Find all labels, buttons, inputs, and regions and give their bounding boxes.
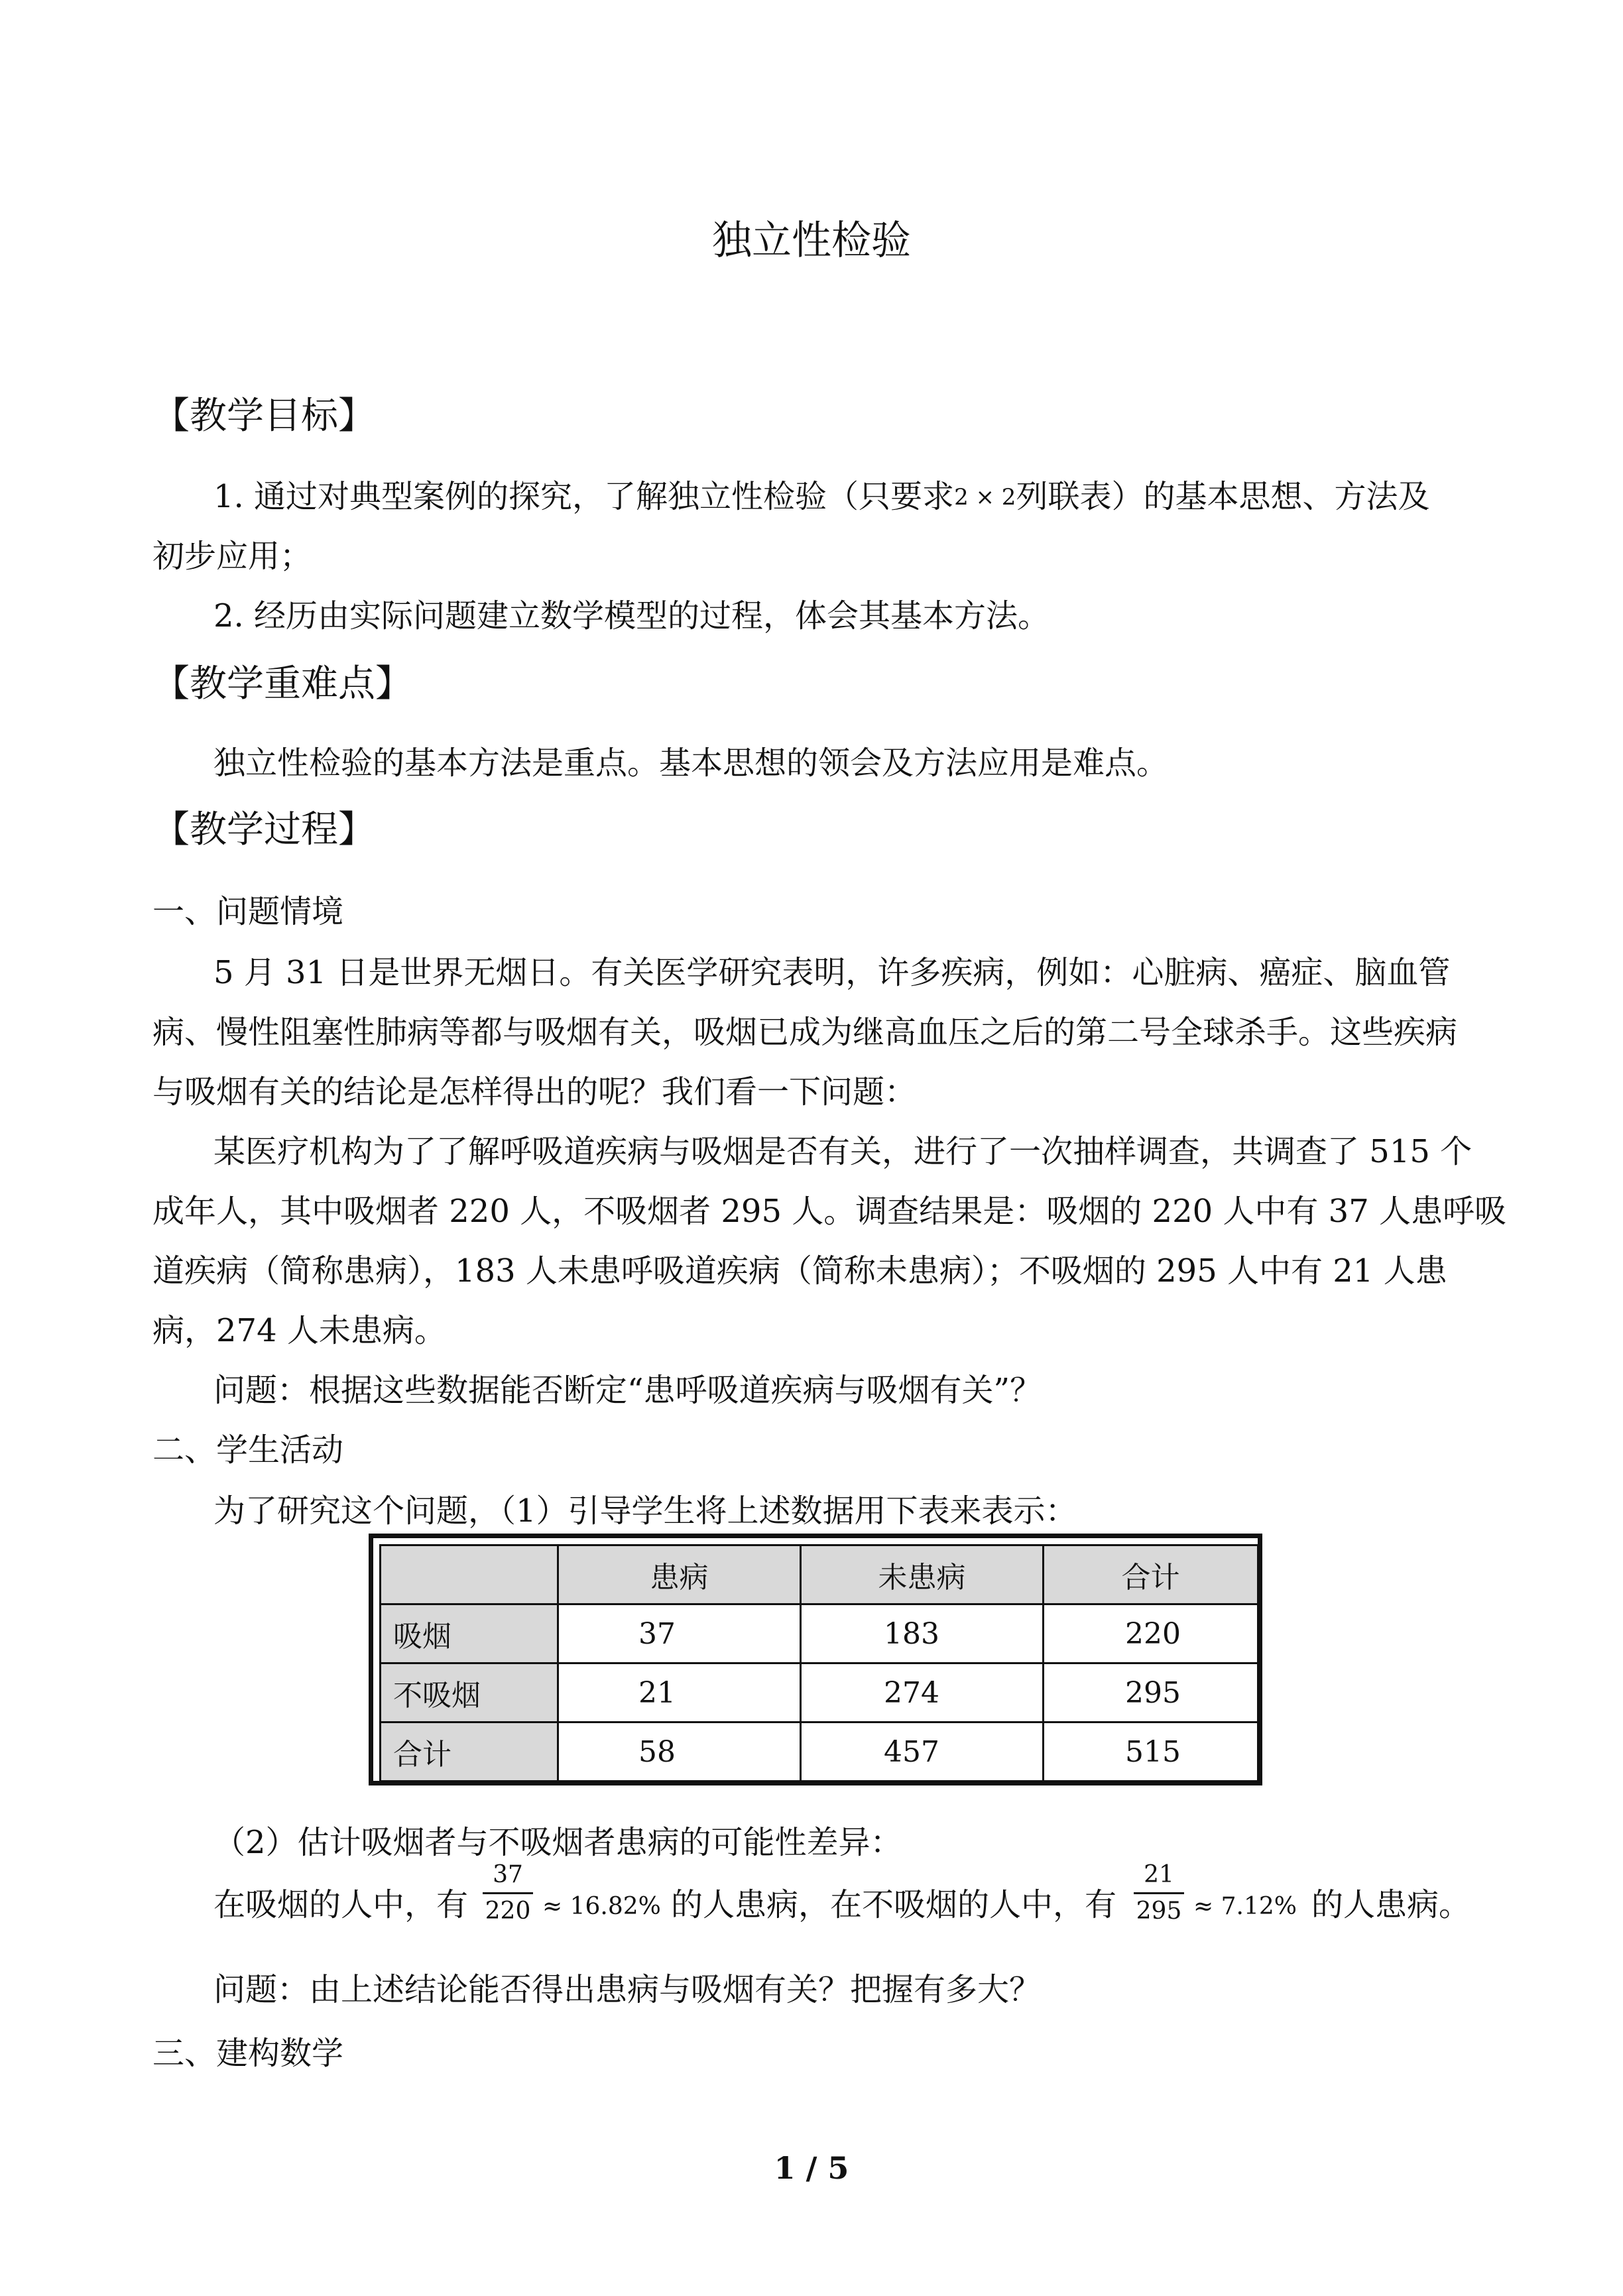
part2-step2: （2）估计吸烟者与不吸烟者患病的可能性差异： xyxy=(213,1824,902,1861)
fraction-numerator: 37 xyxy=(493,1861,523,1888)
section-heading-key-points: 【教学重难点】 xyxy=(152,662,412,705)
table-cell: 274 xyxy=(801,1663,1044,1722)
part2-heading: 二、学生活动 xyxy=(152,1431,344,1469)
table-cell: 457 xyxy=(801,1722,1044,1782)
fraction-bar xyxy=(1134,1892,1184,1894)
table-cell: 295 xyxy=(1044,1663,1258,1722)
table-cell: 183 xyxy=(801,1604,1044,1663)
page-number: 1 / 5 xyxy=(774,2150,849,2186)
table-row-label: 合计 xyxy=(381,1722,558,1782)
table-cell: 220 xyxy=(1044,1604,1258,1663)
objective-item-1-cont: 初步应用； xyxy=(152,538,312,575)
part3-heading: 三、建构数学 xyxy=(152,2035,344,2072)
table-row-label: 吸烟 xyxy=(381,1604,558,1663)
contingency-table xyxy=(369,1534,1262,1785)
objective-item-2: 2. 经历由实际问题建立数学模型的过程，体会其基本方法。 xyxy=(213,597,1050,634)
table-cell: 21 xyxy=(558,1663,801,1722)
table-cell: 37 xyxy=(558,1604,801,1663)
part2-question: 问题：由上述结论能否得出患病与吸烟有关？把握有多大？ xyxy=(213,1971,1042,2008)
table-cell: 515 xyxy=(1044,1722,1258,1782)
part1-para1-line1: 5 月 31 日是世界无烟日。有关医学研究表明，许多疾病，例如：心脏病、癌症、脑血管 xyxy=(213,954,1451,991)
part1-para1-line2: 病、慢性阻塞性肺病等都与吸烟有关，吸烟已成为继高血压之后的第二号全球杀手。这些疾病 xyxy=(152,1014,1458,1051)
part1-para2-line1: 某医疗机构为了了解呼吸道疾病与吸烟是否有关，进行了一次抽样调查，共调查了 515 个 xyxy=(213,1133,1473,1170)
fraction-smokers xyxy=(483,1860,533,1926)
calc-approx-1: ≈ 16.82% xyxy=(542,1893,661,1920)
fraction-nonsmokers xyxy=(1134,1860,1184,1926)
section-heading-process: 【教学过程】 xyxy=(152,808,375,851)
calc-approx-2: ≈ 7.12% xyxy=(1193,1893,1297,1920)
part1-question: 问题：根据这些数据能否断定“患呼吸道疾病与吸烟有关”？ xyxy=(213,1372,1042,1409)
objective-item-1-text-a: 1. 通过对典型案例的探究，了解独立性检验（只要求 xyxy=(213,478,955,515)
part1-heading: 一、问题情境 xyxy=(152,893,344,930)
table-row xyxy=(381,1663,1258,1722)
part1-para2-line2: 成年人，其中吸烟者 220 人，不吸烟者 295 人。调查结果是：吸烟的 220 人中有 37 人患呼吸 xyxy=(152,1193,1506,1230)
table-header-cell xyxy=(381,1545,558,1604)
table-row-label: 不吸烟 xyxy=(381,1663,558,1722)
table-cell: 58 xyxy=(558,1722,801,1782)
objective-item-1-text-b: 列联表）的基本思想、方法及 xyxy=(1016,478,1430,515)
page-title: 独立性检验 xyxy=(712,217,911,264)
calc-text-c: 的人患病，在不吸烟的人中，有 xyxy=(671,1886,1117,1923)
part1-para2-line4: 病，274 人未患病。 xyxy=(152,1312,446,1349)
objective-item-1 xyxy=(213,475,1429,519)
table-row xyxy=(381,1604,1258,1663)
part1-para1-line3: 与吸烟有关的结论是怎样得出的呢？我们看一下问题： xyxy=(152,1073,917,1111)
table-header-cell: 合计 xyxy=(1044,1545,1258,1604)
key-points-text: 独立性检验的基本方法是重点。基本思想的领会及方法应用是难点。 xyxy=(213,745,1169,782)
part1-para2-line3: 道疾病（简称患病），183 人未患呼吸道疾病（简称未患病）；不吸烟的 295 人中有 21 人患 xyxy=(152,1252,1447,1290)
table-header-row xyxy=(381,1545,1258,1604)
contingency-table-grid xyxy=(379,1544,1259,1782)
matrix-size-math: 2 × 2 xyxy=(954,484,1016,511)
table-header-cell: 未患病 xyxy=(801,1545,1044,1604)
part2-intro: 为了研究这个问题，（1）引导学生将上述数据用下表来表示： xyxy=(213,1492,1077,1530)
calc-text-a: 在吸烟的人中，有 xyxy=(213,1886,469,1923)
calc-text-e: 的人患病。 xyxy=(1311,1886,1471,1923)
fraction-denominator: 220 xyxy=(485,1898,531,1925)
table-header-cell: 患病 xyxy=(558,1545,801,1604)
fraction-denominator: 295 xyxy=(1136,1898,1182,1925)
fraction-numerator: 21 xyxy=(1144,1861,1174,1888)
section-heading-objectives: 【教学目标】 xyxy=(152,394,375,438)
fraction-bar xyxy=(483,1892,533,1894)
table-row xyxy=(381,1722,1258,1782)
